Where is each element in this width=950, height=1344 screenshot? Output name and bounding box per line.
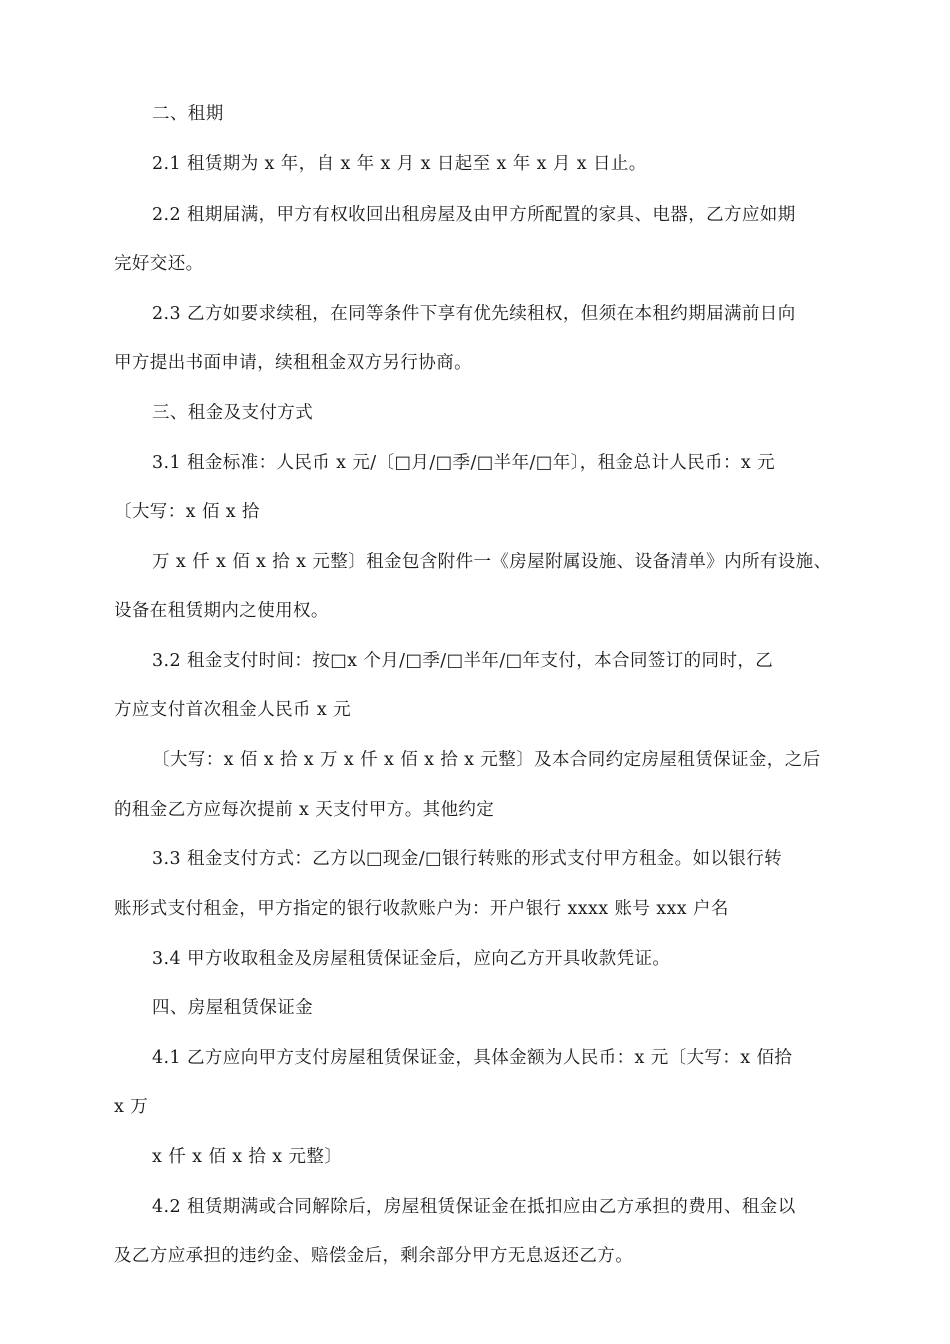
- clause-3-1-cont-2: 万 x 仟 x 佰 x 拾 x 元整〕租金包含附件一《房屋附属设施、设备清单》内所有设施、: [152, 552, 832, 572]
- clause-3-2: 3.2 租金支付时间：按□x 个月/□季/□半年/□年支付，本合同签订的同时，乙: [152, 651, 774, 671]
- clause-3-1: 3.1 租金标准：人民币 x 元/〔□月/□季/□半年/□年〕，租金总计人民币：x 元: [152, 453, 775, 473]
- clause-2-2-cont: 完好交还。: [114, 254, 204, 274]
- clause-3-3-cont: 账形式支付租金，甲方指定的银行收款账户为：开户银行 xxxx 账号 xxx 户名: [114, 899, 729, 919]
- clause-2-3: 2.3 乙方如要求续租，在同等条件下享有优先续租权，但须在本租约期届满前日向: [152, 304, 796, 324]
- clause-3-3: 3.3 租金支付方式：乙方以□现金/□银行转账的形式支付甲方租金。如以银行转: [152, 849, 783, 869]
- clause-4-2: 4.2 租赁期满或合同解除后，房屋租赁保证金在抵扣应由乙方承担的费用、租金以: [152, 1197, 796, 1217]
- section-heading-lease-term: 二、租期: [152, 104, 224, 124]
- clause-2-2: 2.2 租期届满，甲方有权收回出租房屋及由甲方所配置的家具、电器，乙方应如期: [152, 205, 796, 225]
- section-heading-rent-payment: 三、租金及支付方式: [152, 403, 314, 423]
- clause-3-1-cont-1: 〔大写：x 佰 x 拾: [114, 502, 260, 522]
- clause-4-1-cont-1: x 万: [114, 1097, 149, 1117]
- clause-3-2-cont-2: 〔大写：x 佰 x 拾 x 万 x 仟 x 佰 x 拾 x 元整〕及本合同约定房屋租赁保证金，之后: [152, 750, 821, 770]
- section-heading-deposit: 四、房屋租赁保证金: [152, 998, 314, 1018]
- clause-3-2-cont-1: 方应支付首次租金人民币 x 元: [114, 700, 351, 720]
- clause-4-1: 4.1 乙方应向甲方支付房屋租赁保证金，具体金额为人民币：x 元〔大写：x 佰拾: [152, 1048, 793, 1068]
- clause-4-1-cont-2: x 仟 x 佰 x 拾 x 元整〕: [152, 1147, 343, 1167]
- clause-3-2-cont-3: 的租金乙方应每次提前 x 天支付甲方。其他约定: [114, 800, 495, 820]
- clause-2-1: 2.1 租赁期为 x 年，自 x 年 x 月 x 日起至 x 年 x 月 x 日止。: [152, 154, 647, 174]
- clause-3-4: 3.4 甲方收取租金及房屋租赁保证金后，应向乙方开具收款凭证。: [152, 949, 671, 969]
- clause-4-2-cont: 及乙方应承担的违约金、赔偿金后，剩余部分甲方无息返还乙方。: [114, 1246, 634, 1266]
- clause-2-3-cont: 甲方提出书面申请，续租租金双方另行协商。: [114, 353, 472, 373]
- clause-3-1-cont-3: 设备在租赁期内之使用权。: [114, 601, 329, 621]
